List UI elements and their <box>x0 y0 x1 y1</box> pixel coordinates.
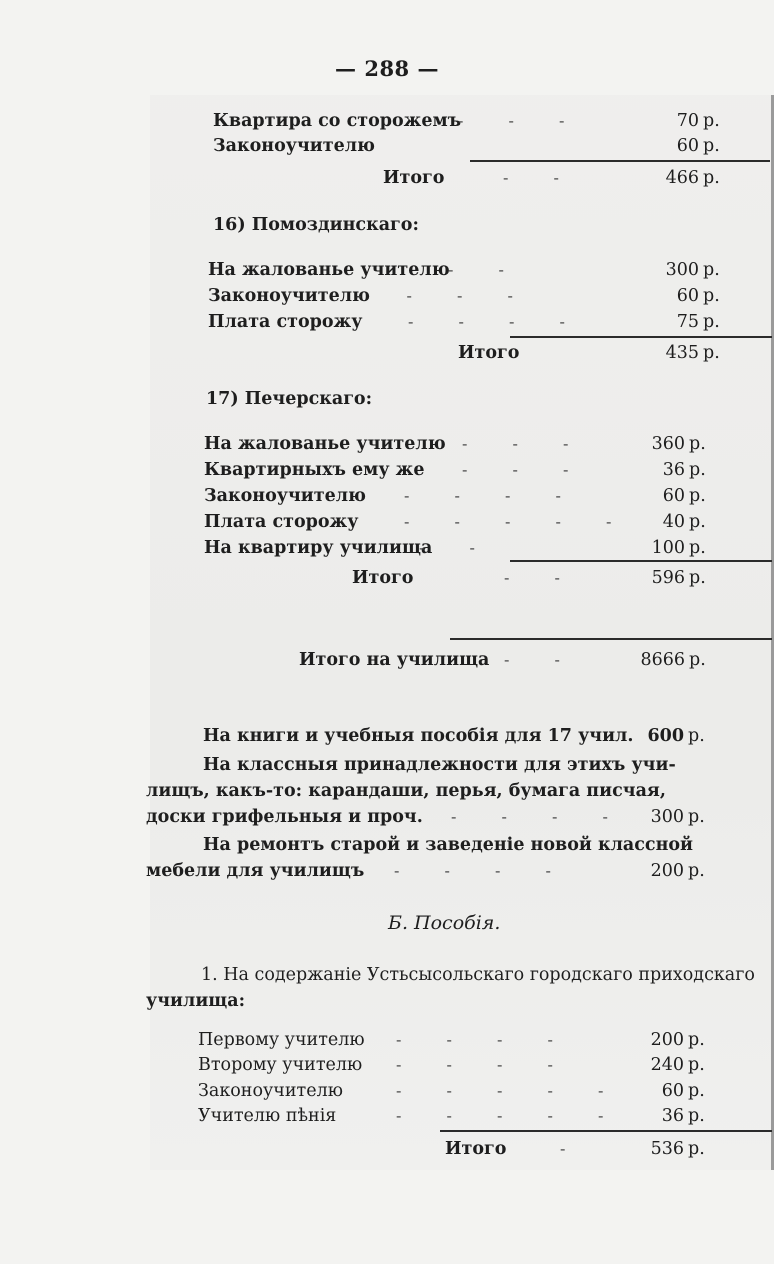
row-dots: - - - - <box>451 807 628 826</box>
ledger-row <box>213 133 720 159</box>
total-unit: р. <box>703 168 720 188</box>
row-label: Законоучителю <box>198 1081 343 1101</box>
row-dots: - - - <box>462 460 589 479</box>
row-unit: р. <box>703 260 720 280</box>
row-amount: 360 <box>651 434 685 454</box>
row-dots: - - - - <box>408 312 585 331</box>
row-label: Законоучителю <box>204 486 367 506</box>
ledger-row <box>208 309 720 335</box>
section-heading: 17) Печерскаго: <box>206 389 373 409</box>
ledger-row <box>198 1027 714 1053</box>
total-amount: 596 <box>651 568 685 588</box>
row-amount: 70 <box>676 111 699 131</box>
ledger-row <box>198 1052 714 1078</box>
sum-rule <box>450 638 772 640</box>
row-label: Плата сторожу <box>204 512 359 532</box>
ledger-row <box>204 483 714 509</box>
grand-total-unit: р. <box>689 650 706 670</box>
row-dots: - - - - <box>396 1055 573 1074</box>
sum-rule <box>510 336 772 338</box>
repair-row <box>146 858 714 884</box>
ledger-row <box>213 108 720 134</box>
row-unit: р. <box>703 286 720 306</box>
row-dots: - - - - - <box>396 1081 624 1100</box>
row-unit: р. <box>689 538 706 558</box>
row-label: Законоучителю <box>213 136 376 156</box>
row-label: Второму учителю <box>198 1055 363 1075</box>
total-label: Итого <box>445 1139 507 1159</box>
row-unit: р. <box>689 460 706 480</box>
row-label: Квартира со сторожемъ <box>213 111 462 131</box>
row-unit: р. <box>688 1106 705 1126</box>
row-dots: - - <box>504 650 580 669</box>
row-amount: 36 <box>661 1106 684 1126</box>
total-label: Итого <box>383 168 445 188</box>
row-amount: 75 <box>676 312 699 332</box>
row-dots: - - - - <box>394 861 571 880</box>
total-unit: р. <box>703 343 720 363</box>
books-unit: р. <box>688 726 705 746</box>
ledger-row <box>208 257 720 283</box>
total-row <box>204 565 714 591</box>
row-label: Первому учителю <box>198 1030 365 1050</box>
row-unit: р. <box>688 1081 705 1101</box>
section-heading: 16) Помоздинскаго: <box>213 215 419 235</box>
ledger-row <box>204 457 714 483</box>
ledger-row <box>198 1103 714 1129</box>
ledger-row <box>204 535 714 561</box>
row-amount: 200 <box>650 1030 684 1050</box>
books-amount: 600 <box>647 726 684 746</box>
row-dots: - - <box>448 260 524 279</box>
row-unit: р. <box>689 486 706 506</box>
ledger-row <box>204 509 714 535</box>
page-number: — 288 — <box>335 56 439 81</box>
row-amount: 300 <box>665 260 699 280</box>
row-dots: - - <box>503 168 579 187</box>
grand-total-amount: 8666 <box>640 650 685 670</box>
row-amount: 60 <box>661 1081 684 1101</box>
row-amount: 40 <box>662 512 685 532</box>
sum-rule <box>470 160 770 162</box>
item-1-line: училища: <box>146 991 246 1011</box>
row-label: Плата сторожу <box>208 312 363 332</box>
row-unit: р. <box>703 111 720 131</box>
row-label: Учителю пѣнія <box>198 1106 337 1126</box>
ledger-row <box>198 1078 714 1104</box>
row-dots: - - - - - <box>404 512 632 531</box>
row-dots: - - - - <box>356 286 533 305</box>
row-label: На квартиру училища <box>204 538 433 558</box>
row-amount: 100 <box>651 538 685 558</box>
row-dots: - - - - - <box>396 1106 624 1125</box>
section-b-heading: Б. Пособія. <box>388 912 501 934</box>
grand-total-row <box>204 647 714 673</box>
supplies-line: доски грифельныя и проч. <box>146 807 423 827</box>
books-text: На книги и учебныя пособія для 17 учил. <box>203 726 634 746</box>
row-unit: р. <box>689 512 706 532</box>
row-dots: - - - <box>462 434 589 453</box>
row-amount: 240 <box>650 1055 684 1075</box>
ledger-row <box>208 283 720 309</box>
total-amount: 466 <box>665 168 699 188</box>
total-row <box>198 1136 714 1162</box>
row-label: Законоучителю <box>208 286 371 306</box>
total-amount: 435 <box>665 343 699 363</box>
sum-rule <box>510 560 772 562</box>
supplies-unit: р. <box>688 807 705 827</box>
row-unit: р. <box>689 434 706 454</box>
repair-unit: р. <box>688 861 705 881</box>
supplies-line: На классныя принадлежности для этихъ учи- <box>203 755 676 775</box>
item-1-line: 1. На содержаніе Устьсысольскаго городскаго приходскаго <box>201 965 755 985</box>
grand-total-label: Итого на училища <box>299 650 490 670</box>
row-dots: - - - <box>458 111 585 130</box>
row-dots: - - - - <box>404 486 581 505</box>
row-amount: 60 <box>676 136 699 156</box>
row-unit: р. <box>703 312 720 332</box>
total-row <box>208 340 720 366</box>
total-row <box>213 165 720 191</box>
row-label: На жалованье учителю <box>208 260 450 280</box>
supplies-row <box>146 804 714 830</box>
row-dots: - - <box>504 568 580 587</box>
row-dots: - - <box>419 538 495 557</box>
row-unit: р. <box>688 1055 705 1075</box>
total-label: Итого <box>352 568 414 588</box>
total-amount: 536 <box>650 1139 684 1159</box>
row-dots: - <box>560 1139 586 1158</box>
total-unit: р. <box>689 568 706 588</box>
row-amount: 36 <box>662 460 685 480</box>
repair-line: мебели для училищъ <box>146 861 365 881</box>
sum-rule <box>440 1130 772 1132</box>
ledger-row <box>204 431 714 457</box>
supplies-amount: 300 <box>650 807 684 827</box>
row-unit: р. <box>688 1030 705 1050</box>
row-label: Квартирныхъ ему же <box>204 460 425 480</box>
total-unit: р. <box>688 1139 705 1159</box>
books-row <box>203 723 713 749</box>
supplies-line: лищъ, какъ-то: карандаши, перья, бумага писчая, <box>146 781 666 801</box>
repair-line: На ремонтъ старой и заведеніе новой классной <box>203 835 694 855</box>
row-unit: р. <box>703 136 720 156</box>
total-label: Итого <box>458 343 520 363</box>
row-amount: 60 <box>676 286 699 306</box>
row-label: На жалованье учителю <box>204 434 446 454</box>
row-amount: 60 <box>662 486 685 506</box>
repair-amount: 200 <box>650 861 684 881</box>
row-dots: - - - - <box>396 1030 573 1049</box>
